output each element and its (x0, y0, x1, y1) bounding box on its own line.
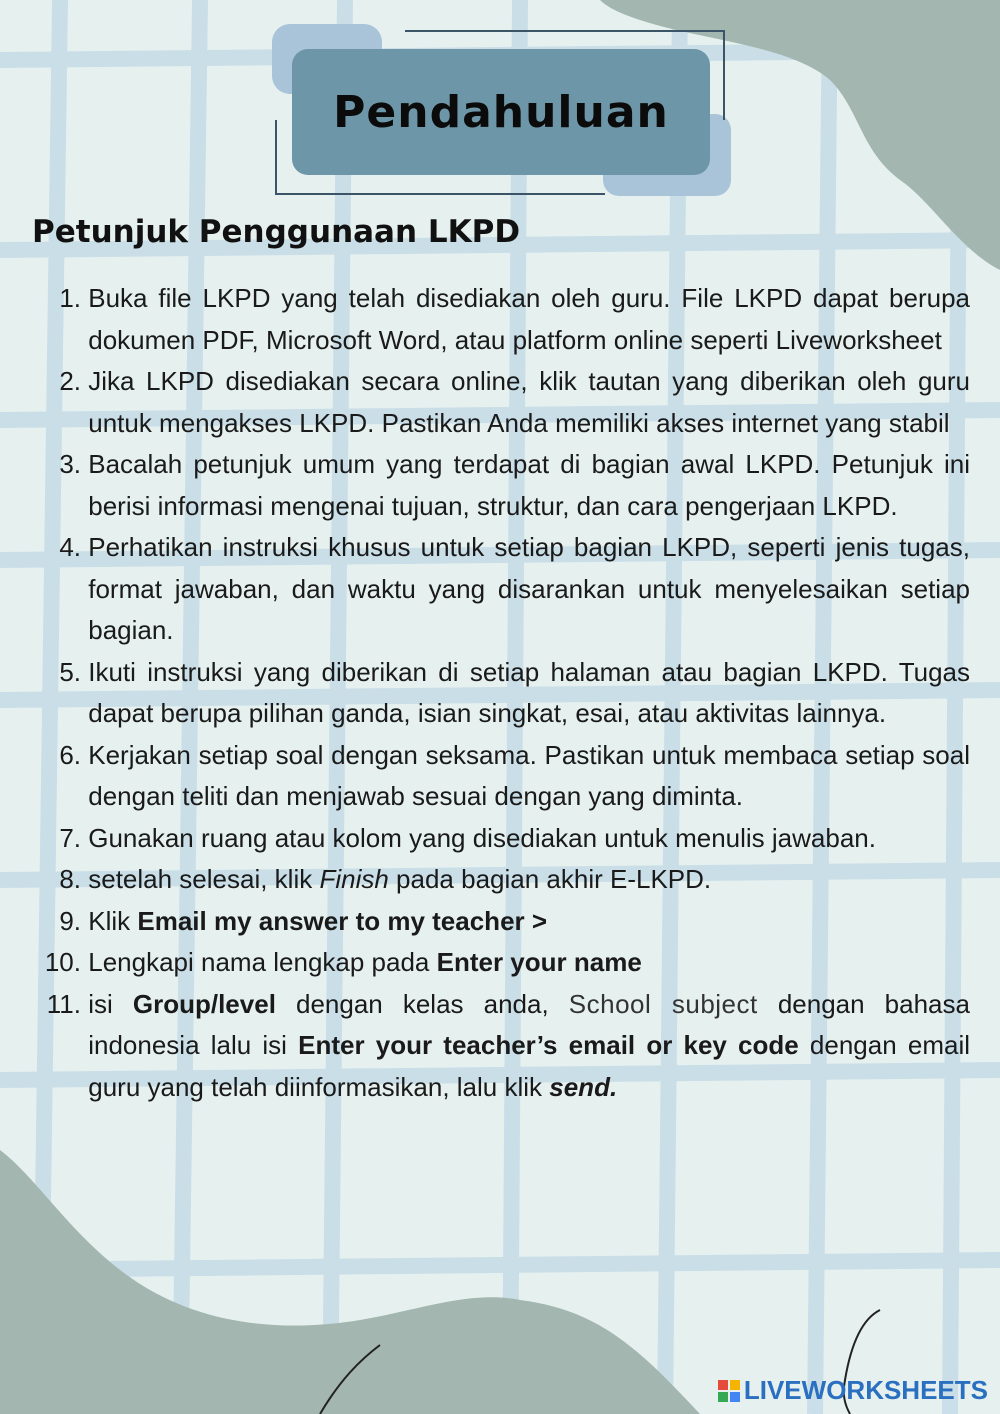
item-number: 1. (59, 283, 81, 313)
item-number: 11. (46, 988, 81, 1019)
item-number: 3. (59, 449, 81, 479)
list-item (30, 818, 970, 860)
list-item (30, 652, 970, 735)
item-text-part: dengan bahasa indonesia lalu isi (88, 988, 970, 1060)
item-number: 8. (59, 864, 81, 894)
watermark (718, 1375, 988, 1406)
item-text: Buka file LKPD yang telah disediakan oleh guru. File LKPD dapat berupa dokumen PDF, Microsoft Word, atau platform online seperti Liveworksheet (88, 283, 970, 355)
watermark-text: LIVEWORKSHEETS (743, 1375, 988, 1405)
instruction-list (30, 278, 970, 1108)
item-text-part: setelah selesai, klik (88, 864, 320, 894)
title-frame-top (405, 30, 725, 32)
list-item (30, 984, 970, 1109)
list-item (30, 942, 970, 984)
item-text-part: dengan kelas anda, (275, 988, 569, 1019)
teacher-email-label: Enter your teacher’s email or key code (298, 1030, 799, 1060)
title-frame-right (723, 30, 725, 120)
item-number: 5. (59, 656, 81, 687)
item-text: Jika LKPD disediakan secara online, klik tautan yang diberikan oleh guru untuk mengakses LKPD. Pastikan Anda memiliki akses internet yang stabil (88, 366, 970, 438)
email-answer-label: Email my answer to my teacher > (137, 905, 548, 936)
list-item (30, 901, 970, 943)
item-text-part: isi (88, 988, 133, 1019)
list-item (30, 859, 970, 901)
item-number: 4. (59, 532, 81, 562)
item-number: 6. (59, 739, 81, 770)
item-text: Kerjakan setiap soal dengan seksama. Pastikan untuk membaca setiap soal dengan teliti dan menjawab sesuai dengan yang diminta. (88, 739, 970, 811)
item-text: Perhatikan instruksi khusus untuk setiap bagian LKPD, seperti jenis tugas, format jawaban, dan waktu yang disarankan untuk menyelesaikan setiap bagian. (88, 532, 970, 645)
liveworksheets-logo-icon (718, 1380, 740, 1402)
item-number: 7. (59, 822, 81, 853)
send-label: send. (549, 1071, 618, 1102)
item-text-part: dengan email guru yang telah diinformasikan, lalu klik (88, 1030, 971, 1102)
list-item (30, 735, 970, 818)
item-text (88, 859, 970, 901)
item-text: Bacalah petunjuk umum yang terdapat di bagian awal LKPD. Petunjuk ini berisi informasi mengenai tujuan, struktur, dan cara pengerjaan LKPD. (88, 449, 970, 521)
title-banner (265, 20, 735, 200)
item-text (88, 901, 970, 943)
section-title: Petunjuk Penggunaan LKPD (32, 214, 521, 250)
group-level-label: Group/level (132, 988, 276, 1019)
item-number: 10. (44, 947, 81, 977)
title-frame-bottom (275, 193, 605, 195)
item-text (88, 984, 970, 1109)
title-box (292, 49, 710, 175)
item-text-part: Klik (88, 905, 138, 936)
item-number: 2. (59, 366, 81, 396)
item-text: Gunakan ruang atau kolom yang disediakan untuk menulis jawaban. (88, 822, 876, 853)
item-number: 9. (59, 905, 81, 936)
item-text (88, 942, 970, 984)
list-item (30, 527, 970, 652)
list-item (30, 444, 970, 527)
enter-name-label: Enter your name (436, 947, 642, 977)
item-text: Ikuti instruksi yang diberikan di setiap halaman atau bagian LKPD. Tugas dapat berupa pilihan ganda, isian singkat, esai, atau aktivitas lainnya. (88, 656, 970, 728)
item-text-part: Lengkapi nama lengkap pada (88, 947, 437, 977)
school-subject-label: School subject (568, 988, 758, 1019)
list-item (30, 278, 970, 361)
page-title: Pendahuluan (333, 86, 669, 138)
title-frame-left (275, 120, 277, 195)
list-item (30, 361, 970, 444)
finish-label: Finish (319, 864, 389, 894)
item-text-part: pada bagian akhir E-LKPD. (388, 864, 712, 894)
